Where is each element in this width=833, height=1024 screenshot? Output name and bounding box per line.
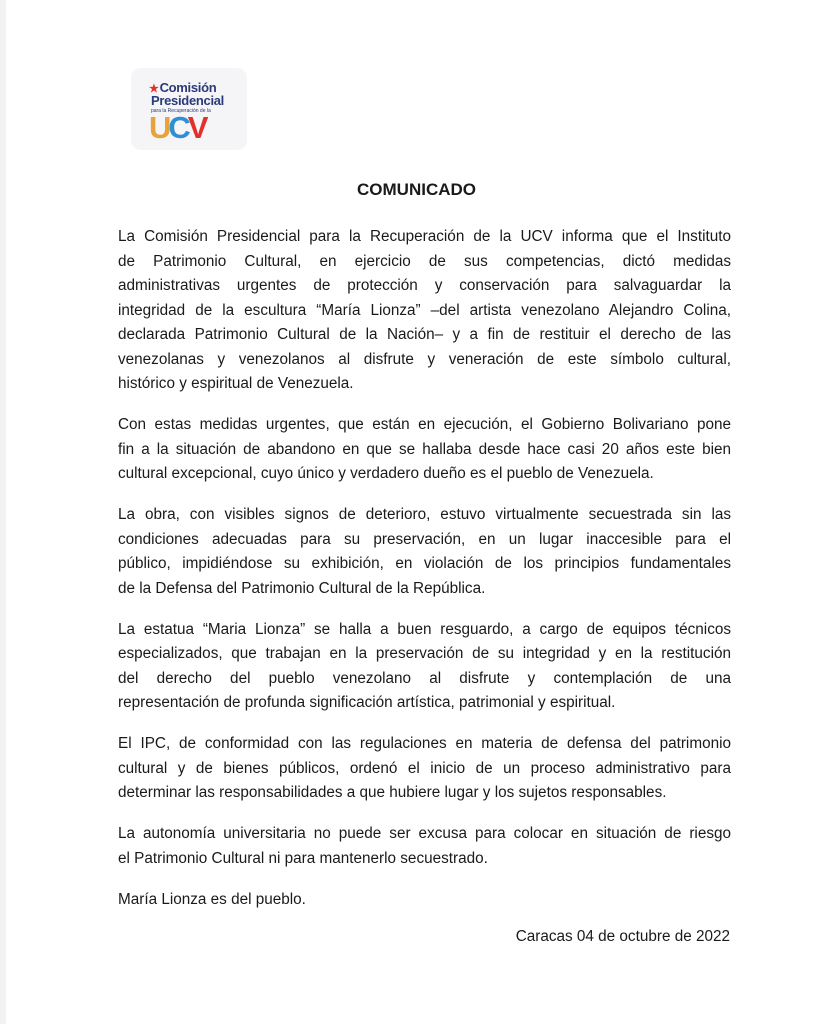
paragraph-line: condiciones adecuadas para su preservación, en un lugar inaccesible para el: [118, 530, 731, 548]
paragraph-line: público, impidiéndose su exhibición, en violación de los principios fundamentales: [118, 555, 731, 572]
comision-presidencial-ucv-logo: [131, 68, 247, 150]
paragraph-line: fin a la situación de abandono en que se hallaba desde hace casi 20 años este bien: [118, 440, 731, 458]
paragraph-line: histórico y espiritual de Venezuela.: [118, 375, 354, 392]
paragraph-line: cultural excepcional, cuyo único y verdadero dueño es el pueblo de Venezuela.: [118, 465, 654, 482]
page-edge: [0, 0, 6, 1024]
paragraph-line: del derecho del pueblo venezolano al disfrute y contemplación de una: [118, 669, 731, 687]
paragraph-line: representación de profunda significación artística, patrimonial y espiritual.: [118, 694, 616, 711]
paragraph-line: La estatua “Maria Lionza” se halla a buen resguardo, a cargo de equipos técnicos: [118, 620, 731, 638]
paragraph-line: integridad de la escultura “María Lionza” –del artista venezolano Alejandro Colina,: [118, 301, 731, 319]
paragraph: [118, 822, 731, 871]
paragraph-line: de la Defensa del Patrimonio Cultural de la República.: [118, 579, 486, 597]
paragraph-line: La obra, con visibles signos de deterioro, estuvo virtualmente secuestrada sin las: [118, 506, 731, 523]
paragraph-line: determinar las responsabilidades a que hubiere lugar y los sujetos responsables.: [118, 784, 667, 801]
paragraph-line: el Patrimonio Cultural ni para mantenerlo secuestrado.: [118, 849, 488, 867]
paragraph-line: venezolanas y venezolanos al disfrute y veneración de este símbolo cultural,: [118, 350, 731, 368]
paragraph: [118, 732, 731, 806]
paragraph-line: La Comisión Presidencial para la Recuperación de la UCV informa que el Instituto: [118, 228, 731, 245]
document-title: COMUNICADO: [357, 180, 476, 199]
logo-ucv: UCV: [149, 110, 206, 145]
signature-date: Caracas 04 de octubre de 2022: [515, 928, 730, 945]
paragraph-line: La autonomía universitaria no puede ser excusa para colocar en situación de riesgo: [118, 825, 731, 842]
logo-line1: Comisión: [159, 80, 217, 95]
paragraph-line: declarada Patrimonio Cultural de la Nación– y a fin de restituir el derecho de las: [118, 326, 731, 343]
paragraph: [118, 618, 731, 716]
paragraph-line: de Patrimonio Cultural, en ejercicio de sus competencias, dictó medidas: [118, 252, 731, 270]
document-body: [118, 225, 731, 929]
logo-line2: Presidencial: [151, 93, 224, 108]
paragraph-line: María Lionza es del pueblo.: [118, 890, 306, 908]
paragraph: [118, 225, 731, 397]
paragraph-line: cultural y de bienes públicos, ordenó el inicio de un proceso administrativo para: [118, 759, 731, 777]
logo-line3: para la Recuperación de la: [151, 108, 211, 114]
paragraph-line: Con estas medidas urgentes, que están en ejecución, el Gobierno Bolivariano pone: [118, 416, 731, 433]
paragraph: [118, 503, 731, 601]
paragraph-line: administrativas urgentes de protección y conservación para salvaguardar la: [118, 277, 731, 294]
star-icon: ★: [149, 83, 159, 95]
paragraph-line: especializados, que trabajan en la preservación de su integridad y en la restitución: [118, 645, 731, 662]
paragraph: [118, 413, 731, 487]
paragraph-line: El IPC, de conformidad con las regulaciones en materia de defensa del patrimonio: [118, 735, 731, 752]
paragraph: [118, 888, 731, 913]
